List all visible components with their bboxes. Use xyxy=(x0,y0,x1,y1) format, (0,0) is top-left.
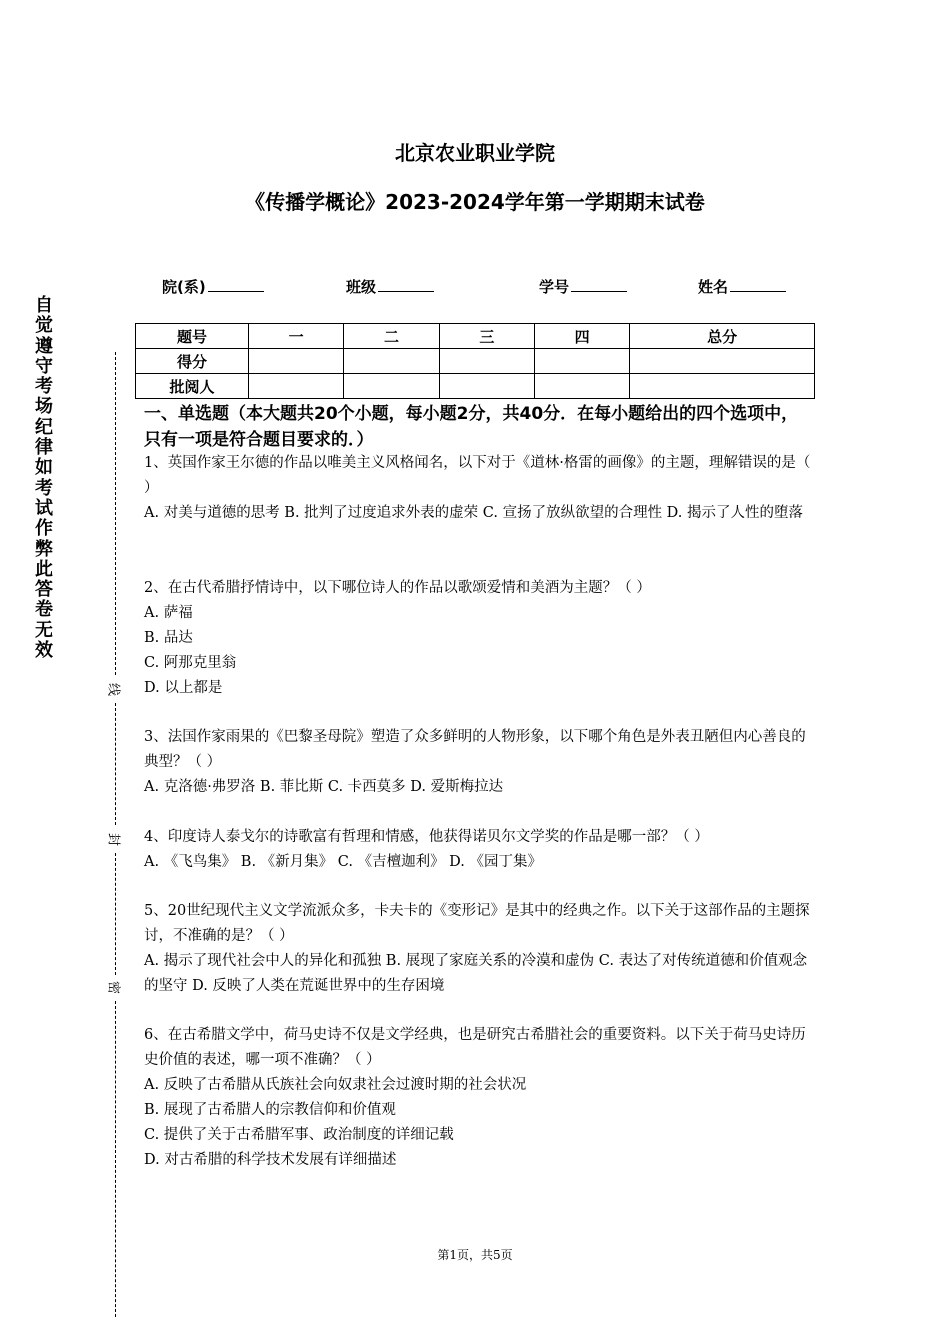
score-cell[interactable] xyxy=(439,349,534,374)
sidebar-char: 此 xyxy=(35,558,53,580)
score-row xyxy=(136,349,815,374)
binding-line xyxy=(115,352,116,675)
question-stem: 4、印度诗人泰戈尔的诗歌富有哲理和情感，他获得诺贝尔文学奖的作品是哪一部？（ ） xyxy=(144,829,709,845)
score-col-header: 总分 xyxy=(630,324,815,349)
question-6 xyxy=(144,1023,814,1173)
score-table xyxy=(135,323,815,399)
sidebar-char: 考 xyxy=(35,477,53,499)
sidebar-notice xyxy=(33,296,55,661)
score-col-header: 二 xyxy=(344,324,439,349)
binding-line xyxy=(115,1001,116,1317)
question-option: B. 品达 xyxy=(144,630,193,646)
dept-field xyxy=(162,276,264,297)
dept-label: 院(系) xyxy=(162,278,206,296)
exam-title: 《传播学概论》2023-2024学年第一学期期末试卷 xyxy=(245,190,705,214)
question-option: A. 克洛德·弗罗洛 B. 菲比斯 C. 卡西莫多 D. 爱斯梅拉达 xyxy=(144,779,504,795)
score-table-header-row xyxy=(136,324,815,349)
binding-line xyxy=(115,853,116,975)
grader-row xyxy=(136,374,815,399)
sidebar-char: 试 xyxy=(35,497,53,519)
score-cell[interactable] xyxy=(630,349,815,374)
sidebar-char: 自 xyxy=(35,295,53,316)
sidebar-char: 答 xyxy=(35,579,53,601)
question-1 xyxy=(144,451,814,526)
score-col-header: 一 xyxy=(249,324,344,349)
question-stem: 3、法国作家雨果的《巴黎圣母院》塑造了众多鲜明的人物形象，以下哪个角色是外表丑陋但内心善良的典型？（ ） xyxy=(144,729,806,770)
sidebar-char: 遵 xyxy=(35,335,53,357)
question-4 xyxy=(144,825,814,875)
sidebar-char: 无 xyxy=(35,619,53,641)
dept-blank[interactable] xyxy=(208,277,264,292)
class-blank[interactable] xyxy=(378,277,434,292)
grader-cell[interactable] xyxy=(249,374,344,399)
question-option: A. 萨福 xyxy=(144,605,193,621)
sidebar-char: 效 xyxy=(35,640,53,662)
sidebar-char: 觉 xyxy=(35,315,53,337)
binding-mark-seal: 封 xyxy=(106,833,125,847)
sidebar-char: 纪 xyxy=(35,416,53,438)
section-heading: 一、单选题（本大题共20个小题，每小题2分，共40分．在每小题给出的四个选项中，只有一项是符合题目要求的．） xyxy=(144,404,799,450)
question-option: A. 揭示了现代社会中人的异化和孤独 B. 展现了家庭关系的冷漠和虚伪 C. 表达了对传统道德和价值观念的坚守 D. 反映了人类在荒诞世界中的生存困境 xyxy=(144,953,808,994)
class-label: 班级 xyxy=(346,278,377,296)
question-option: D. 以上都是 xyxy=(144,680,223,696)
sidebar-char: 律 xyxy=(35,437,53,459)
question-2 xyxy=(144,576,814,701)
question-option: A. 对美与道德的思考 B. 批判了过度追求外表的虚荣 C. 宣扬了放纵欲望的合理性 D. 揭示了人性的堕落 xyxy=(144,505,804,521)
grader-cell[interactable] xyxy=(439,374,534,399)
sidebar-char: 如 xyxy=(35,457,53,479)
question-option: A. 《飞鸟集》 B. 《新月集》 C. 《吉檀迦利》 D. 《园丁集》 xyxy=(144,854,543,870)
binding-mark-line: 线 xyxy=(106,683,125,697)
score-row-label: 得分 xyxy=(136,349,249,374)
question-3 xyxy=(144,725,814,800)
question-option: C. 提供了关于古希腊军事、政治制度的详细记载 xyxy=(144,1127,454,1143)
grader-row-label: 批阅人 xyxy=(136,374,249,399)
score-col-header: 三 xyxy=(439,324,534,349)
question-option: C. 阿那克里翁 xyxy=(144,655,237,671)
class-field xyxy=(346,276,434,297)
question-5 xyxy=(144,899,814,999)
question-stem: 6、在古希腊文学中，荷马史诗不仅是文学经典，也是研究古希腊社会的重要资料。以下关于荷马史诗历史价值的表述，哪一项不准确？（ ） xyxy=(144,1027,806,1068)
name-blank[interactable] xyxy=(730,277,786,292)
sidebar-char: 场 xyxy=(35,396,53,418)
binding-mark-secret: 密 xyxy=(106,981,125,995)
grader-cell[interactable] xyxy=(630,374,815,399)
name-field xyxy=(698,276,786,297)
question-option: A. 反映了古希腊从氏族社会向奴隶社会过渡时期的社会状况 xyxy=(144,1077,527,1093)
score-col-header: 四 xyxy=(534,324,629,349)
score-cell[interactable] xyxy=(344,349,439,374)
student-id-label: 学号 xyxy=(539,278,570,296)
question-stem: 1、英国作家王尔德的作品以唯美主义风格闻名，以下对于《道林·格雷的画像》的主题，理解错误的是（ ） xyxy=(144,455,811,496)
score-cell[interactable] xyxy=(249,349,344,374)
score-col-header: 题号 xyxy=(136,324,249,349)
sidebar-char: 作 xyxy=(35,518,53,540)
student-id-blank[interactable] xyxy=(571,277,627,292)
question-stem: 5、20世纪现代主义文学流派众多，卡夫卡的《变形记》是其中的经典之作。以下关于这部作品的主题探讨，不准确的是？（ ） xyxy=(144,903,810,944)
question-stem: 2、在古代希腊抒情诗中，以下哪位诗人的作品以歌颂爱情和美酒为主题？（ ） xyxy=(144,580,651,596)
sidebar-char: 弊 xyxy=(35,538,53,560)
binding-line xyxy=(115,703,116,825)
name-label: 姓名 xyxy=(698,278,729,296)
grader-cell[interactable] xyxy=(344,374,439,399)
score-cell[interactable] xyxy=(534,349,629,374)
school-name: 北京农业职业学院 xyxy=(395,141,555,165)
sidebar-char: 卷 xyxy=(35,599,53,621)
question-option: D. 对古希腊的科学技术发展有详细描述 xyxy=(144,1152,397,1168)
sidebar-char: 守 xyxy=(35,355,53,377)
sidebar-char: 考 xyxy=(35,376,53,398)
question-option: B. 展现了古希腊人的宗教信仰和价值观 xyxy=(144,1102,396,1118)
student-id-field xyxy=(539,276,627,297)
page-footer: 第1页，共5页 xyxy=(437,1248,513,1262)
grader-cell[interactable] xyxy=(534,374,629,399)
